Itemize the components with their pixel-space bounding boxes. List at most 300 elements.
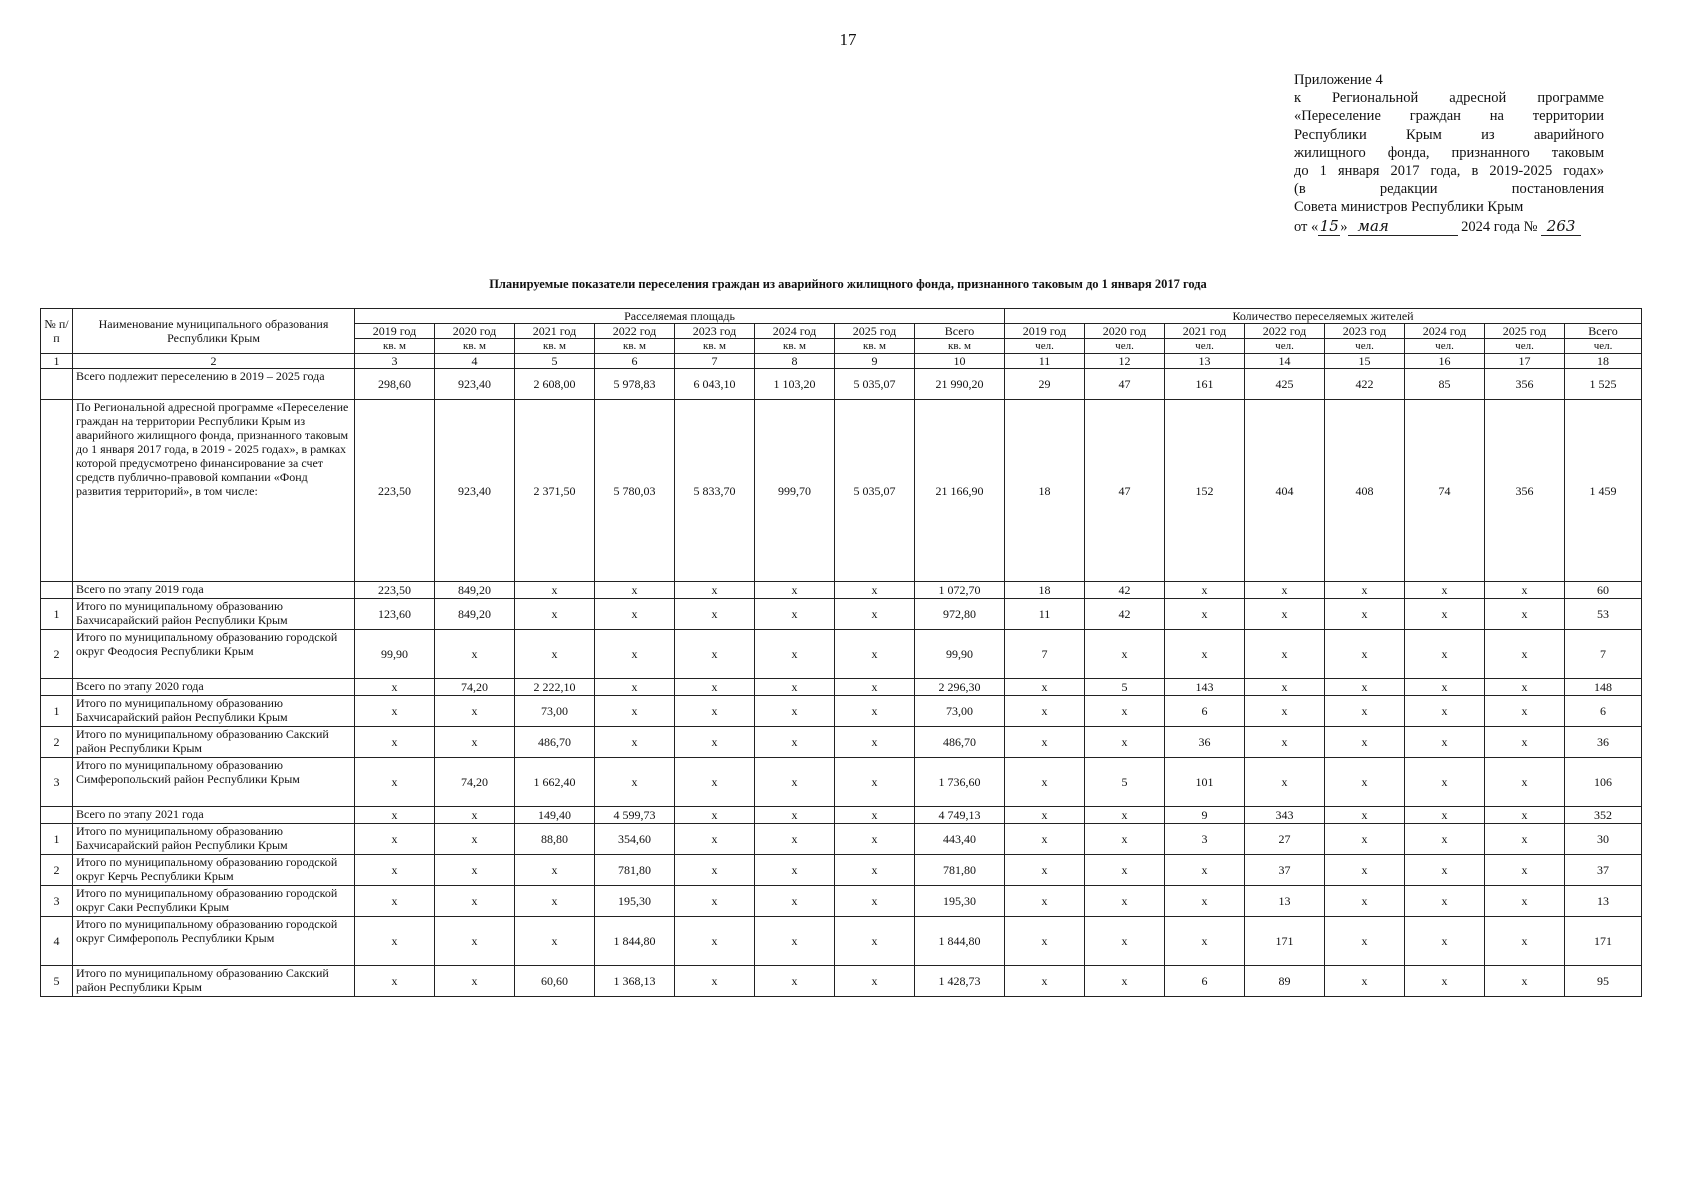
people-value: x [1405, 886, 1485, 917]
date-day-signature: 15 [1319, 216, 1339, 235]
area-value: x [835, 758, 915, 807]
area-value: x [355, 824, 435, 855]
people-value: x [1325, 886, 1405, 917]
header-unit-people: чел. [1405, 339, 1485, 354]
column-number: 9 [835, 354, 915, 369]
area-value: x [435, 727, 515, 758]
area-value: 443,40 [915, 824, 1005, 855]
table-row [41, 807, 1642, 824]
people-value: 53 [1565, 599, 1642, 630]
column-number: 15 [1325, 354, 1405, 369]
people-value: 5 [1085, 758, 1165, 807]
row-name: Итого по муниципальному образованию городской округ Керчь Республики Крым [73, 855, 355, 886]
row-num [41, 582, 73, 599]
area-value: x [755, 966, 835, 997]
area-value: x [835, 696, 915, 727]
area-value: x [355, 917, 435, 966]
header-unit-people: чел. [1085, 339, 1165, 354]
header-year: 2023 год [1325, 324, 1405, 339]
area-value: x [755, 824, 835, 855]
area-value: x [595, 696, 675, 727]
people-value: 143 [1165, 679, 1245, 696]
row-name: Итого по муниципальному образованию Бахчисарайский район Республики Крым [73, 599, 355, 630]
area-value: x [595, 599, 675, 630]
row-num: 1 [41, 599, 73, 630]
area-value: 73,00 [915, 696, 1005, 727]
people-value: 7 [1005, 630, 1085, 679]
header-unit-area: кв. м [755, 339, 835, 354]
area-value: x [675, 599, 755, 630]
appendix-line: Республики Крым из аварийного [1294, 126, 1604, 143]
people-value: x [1245, 758, 1325, 807]
header-year: 2019 год [355, 324, 435, 339]
people-value: 148 [1565, 679, 1642, 696]
table-row [41, 679, 1642, 696]
table-row [41, 855, 1642, 886]
area-value: 5 035,07 [835, 400, 915, 582]
area-value: 354,60 [595, 824, 675, 855]
area-value: x [835, 582, 915, 599]
people-value: 404 [1245, 400, 1325, 582]
area-value: 486,70 [915, 727, 1005, 758]
people-value: x [1005, 886, 1085, 917]
column-number: 4 [435, 354, 515, 369]
people-value: x [1325, 599, 1405, 630]
people-value: x [1485, 807, 1565, 824]
people-value: x [1085, 630, 1165, 679]
people-value: x [1485, 679, 1565, 696]
area-value: x [595, 679, 675, 696]
people-value: 101 [1165, 758, 1245, 807]
people-value: x [1005, 727, 1085, 758]
area-value: x [755, 696, 835, 727]
header-year: 2025 год [835, 324, 915, 339]
area-value: x [515, 630, 595, 679]
area-value: x [435, 824, 515, 855]
document-number-signature: 263 [1541, 217, 1581, 236]
people-value: x [1085, 807, 1165, 824]
people-value: x [1245, 630, 1325, 679]
people-value: x [1245, 696, 1325, 727]
people-value: 356 [1485, 400, 1565, 582]
header-num: № п/п [41, 309, 73, 354]
header-area-group: Расселяемая площадь [355, 309, 1005, 324]
people-value: 5 [1085, 679, 1165, 696]
people-value: x [1165, 886, 1245, 917]
people-value: x [1005, 855, 1085, 886]
area-value: x [755, 679, 835, 696]
people-value: 47 [1085, 400, 1165, 582]
people-value: x [1085, 966, 1165, 997]
area-value: 781,80 [915, 855, 1005, 886]
area-value: x [355, 696, 435, 727]
people-value: x [1405, 582, 1485, 599]
row-name: Итого по муниципальному образованию Симферопольский район Республики Крым [73, 758, 355, 807]
table-header [41, 309, 1642, 369]
area-value: 5 978,83 [595, 369, 675, 400]
people-value: x [1485, 917, 1565, 966]
area-value: 99,90 [355, 630, 435, 679]
row-num [41, 400, 73, 582]
people-value: x [1325, 758, 1405, 807]
header-row-column-numbers [41, 354, 1642, 369]
people-value: x [1005, 966, 1085, 997]
people-value: 36 [1165, 727, 1245, 758]
area-value: x [675, 824, 755, 855]
people-value: x [1485, 582, 1565, 599]
people-value: x [1245, 679, 1325, 696]
people-value: 37 [1245, 855, 1325, 886]
area-value: 6 043,10 [675, 369, 755, 400]
area-value: x [355, 966, 435, 997]
area-value: 88,80 [515, 824, 595, 855]
row-name: Итого по муниципальному образованию Сакский район Республики Крым [73, 727, 355, 758]
area-value: 223,50 [355, 400, 435, 582]
area-value: x [595, 630, 675, 679]
people-value: 7 [1565, 630, 1642, 679]
date-month-signature: мая [1348, 217, 1458, 236]
area-value: x [435, 855, 515, 886]
column-number: 10 [915, 354, 1005, 369]
people-value: 36 [1565, 727, 1642, 758]
row-name: По Региональной адресной программе «Переселение граждан на территории Республики Крым из аварийного жилищного фонда, признанного таковым до 1 января 2017 года, в 2019 - 2025 годах», в рамках которой предусмотрено финансирование за счет средств публично-правовой компании «Фонд развития территорий», в том числе: [73, 400, 355, 582]
header-year: 2020 год [435, 324, 515, 339]
area-value: x [835, 807, 915, 824]
people-value: x [1165, 855, 1245, 886]
area-value: x [755, 917, 835, 966]
area-value: x [595, 727, 675, 758]
people-value: x [1325, 582, 1405, 599]
area-value: x [675, 582, 755, 599]
area-value: x [355, 679, 435, 696]
people-value: 47 [1085, 369, 1165, 400]
area-value: 849,20 [435, 582, 515, 599]
people-value: x [1165, 582, 1245, 599]
area-value: x [835, 599, 915, 630]
header-unit-people: чел. [1565, 339, 1642, 354]
people-value: 42 [1085, 582, 1165, 599]
header-unit-area: кв. м [915, 339, 1005, 354]
area-value: x [435, 886, 515, 917]
header-unit-people: чел. [1005, 339, 1085, 354]
people-value: x [1005, 917, 1085, 966]
people-value: x [1485, 886, 1565, 917]
header-year: Всего [915, 324, 1005, 339]
table-row [41, 696, 1642, 727]
area-value: x [675, 679, 755, 696]
column-number: 14 [1245, 354, 1325, 369]
header-unit-area: кв. м [355, 339, 435, 354]
people-value: x [1325, 855, 1405, 886]
appendix-date-line: от «15» мая 2024 года № 263 [1294, 217, 1604, 236]
people-value: 6 [1165, 966, 1245, 997]
people-value: 74 [1405, 400, 1485, 582]
area-value: 21 990,20 [915, 369, 1005, 400]
area-value: x [755, 727, 835, 758]
area-value: x [355, 855, 435, 886]
row-name: Всего по этапу 2021 года [73, 807, 355, 824]
header-unit-area: кв. м [515, 339, 595, 354]
people-value: x [1405, 679, 1485, 696]
people-value: 1 525 [1565, 369, 1642, 400]
area-value: 2 296,30 [915, 679, 1005, 696]
header-unit-area: кв. м [595, 339, 675, 354]
row-name: Итого по муниципальному образованию городской округ Феодосия Республики Крым [73, 630, 355, 679]
people-value: 152 [1165, 400, 1245, 582]
people-value: 9 [1165, 807, 1245, 824]
people-value: x [1325, 696, 1405, 727]
area-value: x [835, 966, 915, 997]
people-value: x [1405, 696, 1485, 727]
area-value: x [355, 758, 435, 807]
table-body [41, 369, 1642, 997]
appendix-block [1294, 71, 1604, 236]
area-value: x [435, 696, 515, 727]
row-num: 3 [41, 886, 73, 917]
header-year: 2020 год [1085, 324, 1165, 339]
people-value: 343 [1245, 807, 1325, 824]
people-value: x [1005, 758, 1085, 807]
header-unit-area: кв. м [835, 339, 915, 354]
people-value: 425 [1245, 369, 1325, 400]
people-value: x [1405, 630, 1485, 679]
people-value: x [1405, 807, 1485, 824]
column-number: 18 [1565, 354, 1642, 369]
area-value: 195,30 [915, 886, 1005, 917]
area-value: x [835, 917, 915, 966]
area-value: x [355, 727, 435, 758]
row-num: 3 [41, 758, 73, 807]
table-row [41, 630, 1642, 679]
area-value: 5 035,07 [835, 369, 915, 400]
area-value: 4 599,73 [595, 807, 675, 824]
area-value: x [835, 824, 915, 855]
date-prefix: от « [1294, 218, 1319, 235]
area-value: x [435, 917, 515, 966]
header-name: Наименование муниципального образования Республики Крым [73, 309, 355, 354]
area-value: x [755, 886, 835, 917]
header-row-groups [41, 309, 1642, 324]
area-value: x [675, 855, 755, 886]
people-value: x [1325, 917, 1405, 966]
row-name: Итого по муниципальному образованию Бахчисарайский район Республики Крым [73, 824, 355, 855]
area-value: x [755, 599, 835, 630]
people-value: x [1325, 679, 1405, 696]
people-value: x [1085, 824, 1165, 855]
row-name: Всего подлежит переселению в 2019 – 2025 года [73, 369, 355, 400]
area-value: 1 844,80 [915, 917, 1005, 966]
column-number: 8 [755, 354, 835, 369]
area-value: x [435, 966, 515, 997]
row-num: 4 [41, 917, 73, 966]
area-value: 781,80 [595, 855, 675, 886]
area-value: x [435, 630, 515, 679]
header-people-group: Количество переселяемых жителей [1005, 309, 1642, 324]
area-value: x [675, 966, 755, 997]
people-value: 29 [1005, 369, 1085, 400]
table-row [41, 886, 1642, 917]
table-row [41, 824, 1642, 855]
people-value: 30 [1565, 824, 1642, 855]
column-number: 1 [41, 354, 73, 369]
area-value: x [675, 630, 755, 679]
area-value: 849,20 [435, 599, 515, 630]
area-value: x [675, 696, 755, 727]
header-year: Всего [1565, 324, 1642, 339]
people-value: x [1485, 630, 1565, 679]
people-value: 18 [1005, 400, 1085, 582]
row-name: Итого по муниципальному образованию Сакский район Республики Крым [73, 966, 355, 997]
appendix-line: до 1 января 2017 года, в 2019-2025 годах» [1294, 163, 1604, 180]
people-value: x [1085, 917, 1165, 966]
people-value: 161 [1165, 369, 1245, 400]
people-value: x [1005, 696, 1085, 727]
row-name: Итого по муниципальному образованию городской округ Симферополь Республики Крым [73, 917, 355, 966]
people-value: x [1165, 630, 1245, 679]
people-value: x [1085, 886, 1165, 917]
table-row [41, 758, 1642, 807]
people-value: x [1485, 966, 1565, 997]
people-value: x [1485, 758, 1565, 807]
area-value: 972,80 [915, 599, 1005, 630]
area-value: 74,20 [435, 758, 515, 807]
people-value: x [1405, 917, 1485, 966]
area-value: 298,60 [355, 369, 435, 400]
header-unit-area: кв. м [435, 339, 515, 354]
row-name: Всего по этапу 2019 года [73, 582, 355, 599]
row-num: 5 [41, 966, 73, 997]
area-value: 1 368,13 [595, 966, 675, 997]
table-row [41, 582, 1642, 599]
area-value: x [595, 582, 675, 599]
area-value: x [755, 630, 835, 679]
appendix-line: к Региональной адресной программе [1294, 90, 1604, 107]
table-title: Планируемые показатели переселения граждан из аварийного жилищного фонда, признанного таковым до 1 января 2017 года [489, 277, 1207, 291]
people-value: 408 [1325, 400, 1405, 582]
area-value: x [515, 582, 595, 599]
area-value: x [755, 758, 835, 807]
people-value: 106 [1565, 758, 1642, 807]
area-value: x [515, 855, 595, 886]
row-num [41, 369, 73, 400]
area-value: 2 608,00 [515, 369, 595, 400]
people-value: 95 [1565, 966, 1642, 997]
people-value: 13 [1245, 886, 1325, 917]
header-year: 2021 год [515, 324, 595, 339]
resettlement-table [40, 308, 1642, 997]
area-value: 99,90 [915, 630, 1005, 679]
area-value: 1 662,40 [515, 758, 595, 807]
column-number: 12 [1085, 354, 1165, 369]
people-value: x [1325, 966, 1405, 997]
date-year: 2024 года № [1461, 218, 1538, 235]
people-value: 18 [1005, 582, 1085, 599]
people-value: 89 [1245, 966, 1325, 997]
area-value: x [515, 917, 595, 966]
header-unit-area: кв. м [675, 339, 755, 354]
people-value: x [1405, 855, 1485, 886]
header-year: 2024 год [755, 324, 835, 339]
area-value: x [515, 886, 595, 917]
people-value: 1 459 [1565, 400, 1642, 582]
people-value: x [1325, 824, 1405, 855]
row-name: Итого по муниципальному образованию Бахчисарайский район Республики Крым [73, 696, 355, 727]
area-value: x [835, 630, 915, 679]
table-row [41, 400, 1642, 582]
area-value: x [675, 758, 755, 807]
people-value: x [1085, 696, 1165, 727]
column-number: 2 [73, 354, 355, 369]
people-value: 27 [1245, 824, 1325, 855]
area-value: 486,70 [515, 727, 595, 758]
area-value: 5 833,70 [675, 400, 755, 582]
header-year: 2022 год [1245, 324, 1325, 339]
people-value: x [1005, 807, 1085, 824]
area-value: x [675, 886, 755, 917]
area-value: x [355, 807, 435, 824]
row-num: 1 [41, 824, 73, 855]
people-value: 422 [1325, 369, 1405, 400]
people-value: x [1165, 917, 1245, 966]
people-value: x [1485, 696, 1565, 727]
area-value: x [595, 758, 675, 807]
people-value: 356 [1485, 369, 1565, 400]
row-num [41, 807, 73, 824]
column-number: 3 [355, 354, 435, 369]
area-value: x [835, 886, 915, 917]
area-value: 149,40 [515, 807, 595, 824]
row-num: 2 [41, 630, 73, 679]
people-value: x [1325, 630, 1405, 679]
area-value: 21 166,90 [915, 400, 1005, 582]
row-num: 2 [41, 855, 73, 886]
row-num [41, 679, 73, 696]
table-row [41, 599, 1642, 630]
people-value: 352 [1565, 807, 1642, 824]
table-row [41, 369, 1642, 400]
header-unit-people: чел. [1165, 339, 1245, 354]
column-number: 6 [595, 354, 675, 369]
area-value: 2 371,50 [515, 400, 595, 582]
area-value: 2 222,10 [515, 679, 595, 696]
column-number: 11 [1005, 354, 1085, 369]
row-num: 1 [41, 696, 73, 727]
page-number: 17 [839, 30, 857, 49]
area-value: x [675, 917, 755, 966]
area-value: x [835, 855, 915, 886]
area-value: x [755, 582, 835, 599]
people-value: x [1245, 727, 1325, 758]
header-year: 2024 год [1405, 324, 1485, 339]
people-value: x [1085, 727, 1165, 758]
area-value: 123,60 [355, 599, 435, 630]
people-value: 42 [1085, 599, 1165, 630]
people-value: 13 [1565, 886, 1642, 917]
people-value: 6 [1165, 696, 1245, 727]
people-value: 171 [1565, 917, 1642, 966]
area-value: 60,60 [515, 966, 595, 997]
people-value: 11 [1005, 599, 1085, 630]
people-value: x [1325, 807, 1405, 824]
area-value: x [435, 807, 515, 824]
area-value: 999,70 [755, 400, 835, 582]
area-value: 923,40 [435, 400, 515, 582]
area-value: x [355, 886, 435, 917]
column-number: 17 [1485, 354, 1565, 369]
header-year: 2019 год [1005, 324, 1085, 339]
area-value: x [835, 679, 915, 696]
area-value: 195,30 [595, 886, 675, 917]
